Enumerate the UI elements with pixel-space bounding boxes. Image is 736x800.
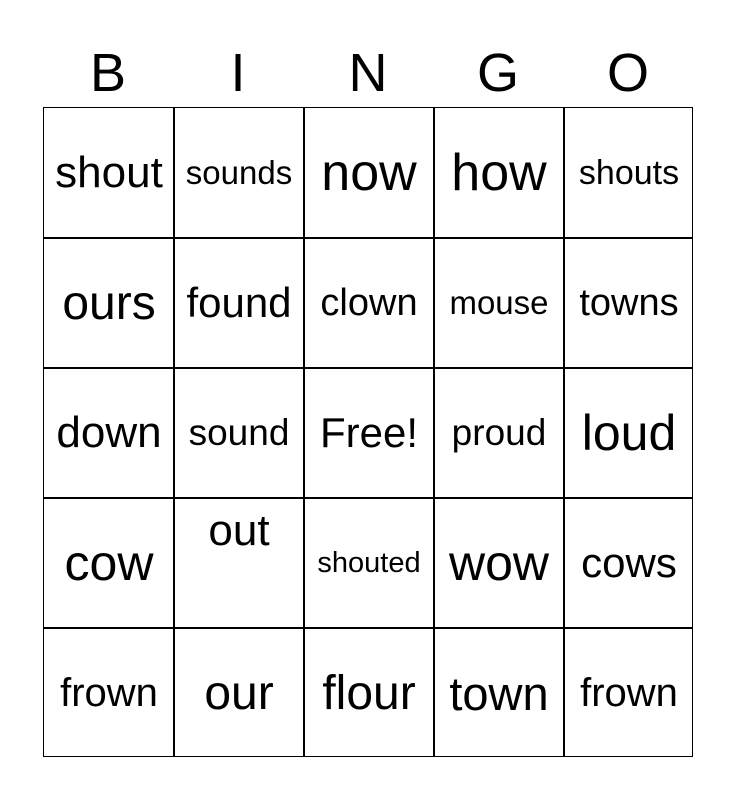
bingo-cell[interactable] (174, 628, 304, 758)
cell-word: ours (62, 276, 156, 330)
cell-word: clown (320, 281, 418, 324)
free-space[interactable] (304, 368, 434, 498)
bingo-cell[interactable] (44, 238, 174, 368)
bingo-cell[interactable] (44, 108, 174, 238)
free-label: Free! (319, 409, 419, 456)
cell-word: proud (451, 412, 547, 453)
bingo-cell[interactable] (44, 498, 174, 628)
cell-word: shouts (578, 153, 680, 192)
cell-word: towns (579, 281, 679, 324)
cell-word: shout (55, 148, 163, 197)
bingo-cell[interactable] (174, 368, 304, 498)
bingo-cell[interactable] (434, 238, 564, 368)
cell-word: mouse (449, 284, 549, 321)
cell-word: down (56, 408, 162, 457)
header-letter-g: G (476, 43, 519, 103)
bingo-cell[interactable] (564, 498, 694, 628)
cell-word: frown (60, 670, 158, 715)
header-letter-o: O (606, 43, 649, 103)
cell-word: loud (581, 405, 677, 461)
cell-word: sound (188, 412, 290, 453)
bingo-cell[interactable] (44, 368, 174, 498)
bingo-cell[interactable] (434, 108, 564, 238)
bingo-cell[interactable] (44, 628, 174, 758)
cell-word: shouted (317, 546, 421, 579)
cell-word: found (186, 279, 292, 326)
cell-word: frown (580, 670, 678, 715)
bingo-cell[interactable] (434, 368, 564, 498)
header-letter-n: N (348, 43, 388, 103)
bingo-cell[interactable] (304, 108, 434, 238)
bingo-cell[interactable] (564, 368, 694, 498)
cell-word: cow (64, 535, 154, 591)
cell-word: cows (581, 539, 677, 586)
bingo-cell[interactable] (564, 238, 694, 368)
bingo-cell[interactable] (174, 498, 304, 628)
header-letter-b: B (89, 43, 127, 103)
bingo-cell[interactable] (304, 628, 434, 758)
bingo-board (43, 107, 693, 757)
cell-word: now (321, 144, 417, 202)
cell-word: our (204, 666, 274, 720)
bingo-header (43, 40, 693, 106)
bingo-cell[interactable] (434, 628, 564, 758)
bingo-cell[interactable] (174, 238, 304, 368)
cell-word: how (451, 144, 547, 202)
cell-word: sounds (185, 154, 293, 191)
bingo-cell[interactable] (304, 498, 434, 628)
bingo-cell[interactable] (564, 108, 694, 238)
cell-word: wow (448, 535, 550, 591)
header-letter-i: I (230, 43, 246, 103)
bingo-cell[interactable] (174, 108, 304, 238)
bingo-cell[interactable] (564, 628, 694, 758)
cell-word: town (449, 666, 549, 720)
cell-word: out (208, 506, 270, 555)
bingo-cell[interactable] (434, 498, 564, 628)
cell-word: flour (322, 666, 416, 720)
bingo-cell[interactable] (304, 238, 434, 368)
